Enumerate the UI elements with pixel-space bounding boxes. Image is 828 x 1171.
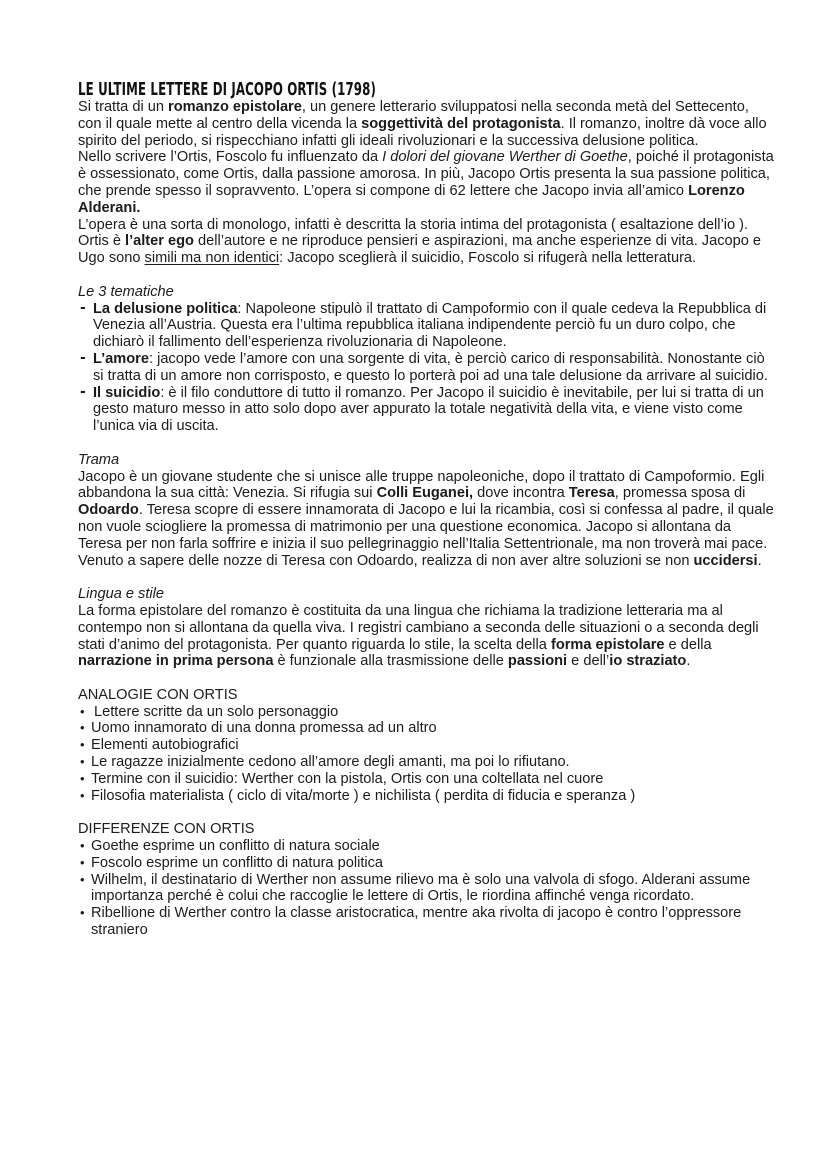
intro-paragraph-3 bbox=[78, 217, 808, 267]
tematiche-list bbox=[78, 301, 808, 435]
text-run: e dell’ bbox=[567, 653, 610, 670]
bold-text: forma epistolare bbox=[550, 636, 665, 653]
bold-text: soggettività del protagonista bbox=[361, 115, 561, 132]
lingua-e-stile-paragraph bbox=[78, 603, 808, 670]
text-run: . Teresa scopre di essere innamorata di Jacopo e lui la ricambia, così si confessa al padre, il quale non vuole sciogliere la promessa di matrimonio per una questione economica. Jacopo si allontana da Teresa per non farla soffrire e inizia il suo pellegrinaggio nell’Italia Settentrionale, ma non troverà mai pace. Venuto a sapere delle nozze di Teresa con Odoardo, realizza di non aver altre soluzioni se non bbox=[78, 502, 774, 569]
bold-text: romanzo epistolare bbox=[168, 99, 302, 115]
section-heading-lingua-e-stile: Lingua e stile bbox=[78, 586, 165, 603]
bold-text: L’amore bbox=[93, 350, 149, 367]
analogia-item: • Termine con il suicidio: Werther con la pistola, Ortis con una coltellata nel cuore bbox=[78, 771, 808, 788]
section-heading-trama: Trama bbox=[78, 451, 120, 468]
tematica-item-delusione-politica bbox=[78, 301, 808, 351]
section-analogie bbox=[78, 687, 808, 805]
differenza-item: • Wilhelm, il destinatario di Werther non assume rilievo ma è solo una valvola di sfogo. Alderani assume importanza perché è colui che raccoglie le lettere di Ortis, le riordina affinché venga ricordato. bbox=[78, 872, 808, 906]
section-heading-tematiche: Le 3 tematiche bbox=[78, 283, 174, 300]
bold-text: uccidersi bbox=[693, 552, 758, 569]
text-run: Nello scrivere l’Ortis, Foscolo fu influenzato da bbox=[78, 149, 383, 166]
text-run: : jacopo vede l’amore con una sorgente di vita, è perciò carico di responsabilità. Nonostante ciò si tratta di un amore non corrisposto, e questo lo porterà poi ad una tale delusione da arrivare al suicidio. bbox=[93, 350, 768, 384]
document-title: LE ULTIME LETTERE DI JACOPO ORTIS (1798) bbox=[78, 79, 377, 100]
section-differenze bbox=[78, 821, 808, 939]
italic-text: I dolori del giovane Werther di Goethe bbox=[382, 149, 628, 166]
bold-text: Lorenzo Alderani. bbox=[78, 182, 745, 216]
text-run: Si tratta di un bbox=[78, 99, 169, 115]
text-run: : Napoleone stipulò il trattato di Campoformio con il quale cedeva la Repubblica di Venezia all’Austria. Questa era l’ultima repubblica italiana indipendente perciò fu un duro colpo, che dichiarò il fallimento dell’esperienza rivoluzionaria di Napoleone. bbox=[93, 300, 767, 351]
analogie-list bbox=[78, 704, 808, 805]
bold-text: l’alter ego bbox=[125, 233, 194, 250]
tematica-item-amore bbox=[78, 351, 808, 385]
differenza-item: • Ribellione di Werther contro la classe aristocratica, mentre aka rivolta di jacopo è contro l’oppressore straniero bbox=[78, 905, 808, 939]
bold-text: Il suicidio bbox=[93, 384, 161, 401]
bold-text: io straziato bbox=[609, 653, 687, 670]
tematica-item-suicidio bbox=[78, 385, 808, 435]
document-body bbox=[78, 99, 808, 939]
text-run: . bbox=[757, 552, 762, 569]
text-run: dell’autore e ne riproduce pensieri e aspirazioni, ma anche esperienze di vita. Jacopo e Ugo sono bbox=[78, 233, 762, 267]
analogia-item: • Filosofia materialista ( ciclo di vita/morte ) e nichilista ( perdita di fiducia e speranza ) bbox=[78, 788, 808, 805]
section-trama bbox=[78, 452, 808, 570]
text-run: : Jacopo sceglierà il suicidio, Foscolo si rifugerà nella letteratura. bbox=[279, 250, 697, 267]
section-lingua-e-stile bbox=[78, 586, 808, 670]
analogia-item: • Lettere scritte da un solo personaggio bbox=[78, 704, 808, 721]
text-run: : è il filo conduttore di tutto il romanzo. Per Jacopo il suicidio è inevitabile, per lui si tratta di un gesto maturo messo in atto solo dopo aver appurato la totale negatività della vita, e viene visto come l’unica via di uscita. bbox=[93, 384, 764, 435]
text-run: dove incontra bbox=[473, 485, 569, 502]
text-run: e della bbox=[668, 636, 712, 653]
text-run: L’opera è una sorta di monologo, infatti è descritta la storia intima del protagonista ( esaltazione dell’io ). Ortis è bbox=[78, 216, 749, 250]
trama-paragraph bbox=[78, 469, 808, 570]
bold-text: La delusione politica bbox=[93, 300, 238, 317]
differenza-item: • Goethe esprime un conflitto di natura sociale bbox=[78, 838, 808, 855]
section-heading-differenze: DIFFERENZE CON ORTIS bbox=[78, 821, 255, 838]
text-run: La forma epistolare del romanzo è costituita da una lingua che richiama la tradizione letteraria ma al contempo non si allontana da quella viva. I registri cambiano a seconda delle situazioni o a seconda degli stati d’animo del protagonista. Per quanto riguarda lo stile, la scelta della bbox=[78, 602, 759, 653]
text-run: . bbox=[686, 653, 691, 670]
text-run: , poiché il protagonista è ossessionato, come Ortis, dalla passione amorosa. In più, Jacopo Ortis presenta la sua passione politica, che prende spesso il sopravvento. L’opera si compone di 62 lettere che Jacopo invia all’amico bbox=[78, 149, 774, 199]
analogia-item: • Elementi autobiografici bbox=[78, 737, 808, 754]
bold-text: passioni bbox=[507, 653, 568, 670]
bold-text: Teresa bbox=[568, 485, 615, 502]
bold-text: Odoardo bbox=[78, 502, 139, 519]
section-tematiche bbox=[78, 284, 808, 435]
analogia-item: • Uomo innamorato di una donna promessa ad un altro bbox=[78, 720, 808, 737]
intro-paragraph-2 bbox=[78, 149, 808, 216]
differenze-list bbox=[78, 838, 808, 939]
text-run: . Il romanzo, inoltre dà voce allo spirito del periodo, si rispecchiano infatti gli ideali rivoluzionari e la successiva delusione politica. bbox=[78, 115, 767, 149]
bold-text: narrazione in prima persona bbox=[78, 653, 274, 670]
underlined-text: simili ma non identici bbox=[144, 250, 280, 267]
text-run: , un genere letterario sviluppatosi nella seconda metà del Settecento, con il quale mette al centro della vicenda la bbox=[78, 99, 749, 132]
differenza-item: • Foscolo esprime un conflitto di natura politica bbox=[78, 855, 808, 872]
section-heading-analogie: ANALOGIE CON ORTIS bbox=[78, 686, 238, 703]
text-run: è funzionale alla trasmissione delle bbox=[273, 653, 508, 670]
text-run: Jacopo è un giovane studente che si unisce alle truppe napoleoniche, dopo il trattato di Campoformio. Egli abbandona la sua città: Venezia. Si rifugia sui bbox=[78, 468, 765, 502]
analogia-item: • Le ragazze inizialmente cedono all’amore degli amanti, ma poi lo rifiutano. bbox=[78, 754, 808, 771]
text-run: , promessa sposa di bbox=[614, 485, 746, 502]
intro-paragraph-1 bbox=[78, 99, 808, 149]
bold-text: Colli Euganei, bbox=[376, 485, 474, 502]
